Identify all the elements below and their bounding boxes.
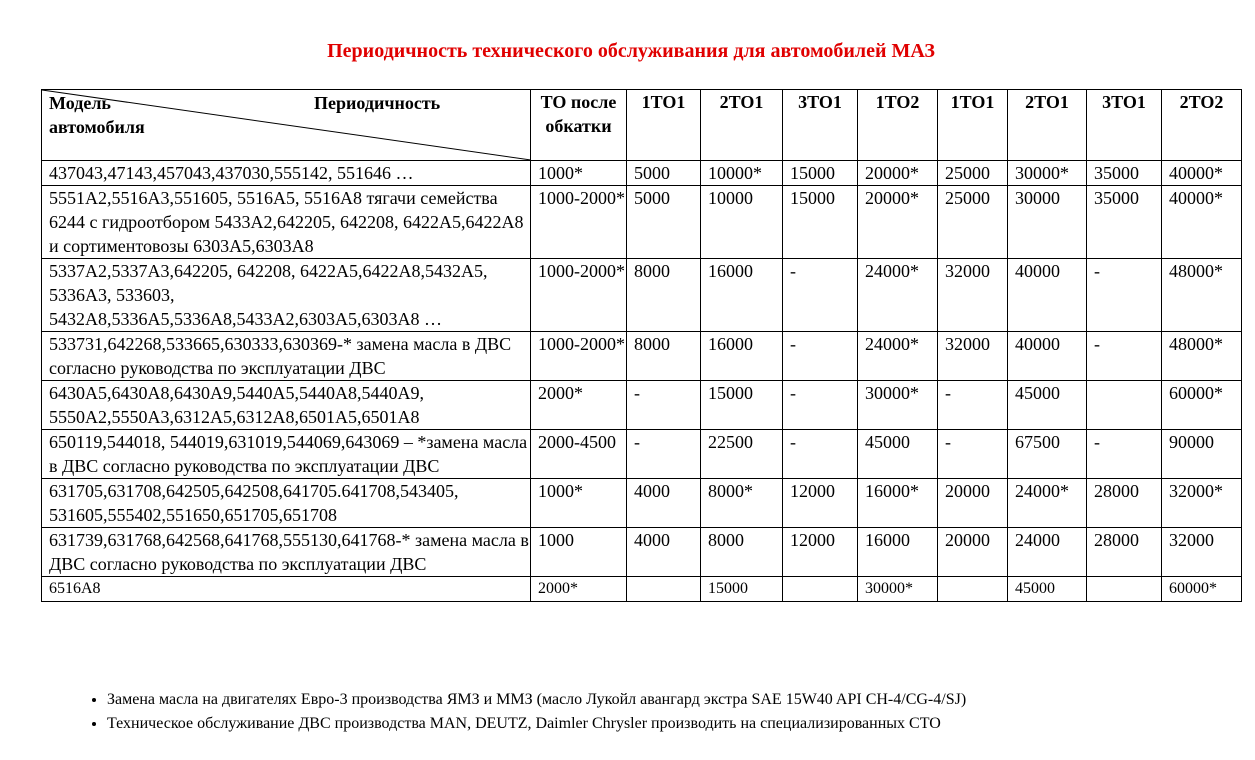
value-cell: [1087, 577, 1162, 602]
model-cell: 437043,47143,457043,437030,555142, 551646 …: [42, 161, 531, 186]
value-cell: 5000: [627, 161, 701, 186]
model-header-line1: Модель: [49, 93, 111, 113]
value-cell: -: [938, 381, 1008, 430]
value-cell: 48000*: [1162, 259, 1242, 332]
table-row: [42, 577, 1242, 602]
model-cell: 650119,544018, 544019,631019,544069,643069 – *замена масла в ДВС согласно руководства по эксплуатации ДВС: [42, 430, 531, 479]
model-cell: 631705,631708,642505,642508,641705.641708,543405, 531605,555402,551650,651705,651708: [42, 479, 531, 528]
column-header: ТО после обкатки: [531, 90, 627, 161]
value-cell: -: [1087, 332, 1162, 381]
column-header: 1ТО2: [858, 90, 938, 161]
notes-list: [62, 688, 966, 736]
value-cell: 15000: [783, 161, 858, 186]
value-cell: 20000: [938, 479, 1008, 528]
value-cell: [1087, 381, 1162, 430]
note-item: • Замена масла на двигателях Евро-3 производства ЯМЗ и ММЗ (масло Лукойл авангард экстра SAE 15W40 API CH-4/CG-4/SJ): [107, 688, 966, 712]
value-cell: 30000: [1008, 186, 1087, 259]
column-header: 1ТО1: [938, 90, 1008, 161]
value-cell: 5000: [627, 186, 701, 259]
note-item: • Техническое обслуживание ДВС производства MAN, DEUTZ, Daimler Chrysler производить на специализированных СТО: [107, 712, 966, 736]
value-cell: 16000*: [858, 479, 938, 528]
value-cell: -: [627, 430, 701, 479]
value-cell: 22500: [701, 430, 783, 479]
value-cell: [783, 577, 858, 602]
value-cell: 16000: [858, 528, 938, 577]
value-cell: 90000: [1162, 430, 1242, 479]
value-cell: 1000-2000*: [531, 186, 627, 259]
value-cell: 8000: [627, 332, 701, 381]
column-header: 1ТО1: [627, 90, 701, 161]
column-header: 3ТО1: [1087, 90, 1162, 161]
value-cell: -: [783, 332, 858, 381]
value-cell: -: [783, 259, 858, 332]
value-cell: 16000: [701, 259, 783, 332]
value-cell: 45000: [858, 430, 938, 479]
value-cell: 1000*: [531, 479, 627, 528]
value-cell: 32000: [938, 259, 1008, 332]
value-cell: 60000*: [1162, 381, 1242, 430]
model-cell: 5551А2,5516А3,551605, 5516А5, 5516А8 тягачи семейства 6244 с гидроотбором 5433А2,642205, 642208, 6422А5,6422А8 и сортиментовозы 6303А5,6303А8: [42, 186, 531, 259]
table-row: [42, 381, 1242, 430]
table-header-row: [42, 90, 1242, 161]
value-cell: 10000: [701, 186, 783, 259]
value-cell: -: [627, 381, 701, 430]
table-row: [42, 528, 1242, 577]
value-cell: 45000: [1008, 381, 1087, 430]
value-cell: 20000: [938, 528, 1008, 577]
value-cell: 2000*: [531, 577, 627, 602]
column-header: 3ТО1: [783, 90, 858, 161]
value-cell: 67500: [1008, 430, 1087, 479]
value-cell: 32000*: [1162, 479, 1242, 528]
value-cell: 1000: [531, 528, 627, 577]
value-cell: 24000*: [858, 332, 938, 381]
value-cell: 28000: [1087, 479, 1162, 528]
model-cell: 5337А2,5337А3,642205, 642208, 6422А5,6422А8,5432А5, 5336А3, 533603, 5432А8,5336А5,5336А8,5433А2,6303А5,6303А8 …: [42, 259, 531, 332]
value-cell: 2000*: [531, 381, 627, 430]
table-row: [42, 161, 1242, 186]
value-cell: 20000*: [858, 186, 938, 259]
periodicity-header: Периодичность: [314, 93, 441, 113]
value-cell: -: [938, 430, 1008, 479]
value-cell: [627, 577, 701, 602]
value-cell: 30000*: [858, 577, 938, 602]
value-cell: 60000*: [1162, 577, 1242, 602]
value-cell: 35000: [1087, 161, 1162, 186]
value-cell: 40000: [1008, 259, 1087, 332]
table-row: [42, 186, 1242, 259]
model-cell: 6430А5,6430А8,6430А9,5440А5,5440А8,5440А9, 5550А2,5550А3,6312А5,6312А8,6501А5,6501А8: [42, 381, 531, 430]
value-cell: 15000: [701, 577, 783, 602]
value-cell: 48000*: [1162, 332, 1242, 381]
value-cell: 40000: [1008, 332, 1087, 381]
column-header: 2ТО1: [701, 90, 783, 161]
model-periodicity-header: [42, 90, 531, 161]
column-header: 2ТО2: [1162, 90, 1242, 161]
maintenance-table: [41, 89, 1242, 602]
value-cell: -: [1087, 430, 1162, 479]
value-cell: 45000: [1008, 577, 1087, 602]
value-cell: 30000*: [858, 381, 938, 430]
value-cell: 24000: [1008, 528, 1087, 577]
value-cell: 1000-2000*: [531, 332, 627, 381]
value-cell: [938, 577, 1008, 602]
value-cell: 16000: [701, 332, 783, 381]
model-cell: 533731,642268,533665,630333,630369-* замена масла в ДВС согласно руководства по эксплуатации ДВС: [42, 332, 531, 381]
model-cell: 6516А8: [42, 577, 531, 602]
value-cell: 32000: [938, 332, 1008, 381]
value-cell: 24000*: [858, 259, 938, 332]
value-cell: 4000: [627, 479, 701, 528]
value-cell: 15000: [701, 381, 783, 430]
value-cell: 40000*: [1162, 186, 1242, 259]
model-header-line2: автомобиля: [49, 117, 145, 137]
value-cell: 4000: [627, 528, 701, 577]
value-cell: 1000*: [531, 161, 627, 186]
value-cell: 32000: [1162, 528, 1242, 577]
value-cell: 40000*: [1162, 161, 1242, 186]
value-cell: 20000*: [858, 161, 938, 186]
value-cell: 1000-2000*: [531, 259, 627, 332]
value-cell: 25000: [938, 161, 1008, 186]
value-cell: 15000: [783, 186, 858, 259]
value-cell: 12000: [783, 479, 858, 528]
value-cell: 12000: [783, 528, 858, 577]
value-cell: 25000: [938, 186, 1008, 259]
value-cell: 30000*: [1008, 161, 1087, 186]
value-cell: 24000*: [1008, 479, 1087, 528]
value-cell: 8000*: [701, 479, 783, 528]
value-cell: -: [783, 381, 858, 430]
value-cell: 35000: [1087, 186, 1162, 259]
table-row: [42, 332, 1242, 381]
column-header: 2ТО1: [1008, 90, 1087, 161]
table-row: [42, 259, 1242, 332]
value-cell: 2000-4500: [531, 430, 627, 479]
value-cell: 10000*: [701, 161, 783, 186]
value-cell: 8000: [627, 259, 701, 332]
value-cell: -: [783, 430, 858, 479]
table-row: [42, 479, 1242, 528]
table-row: [42, 430, 1242, 479]
document-title: Периодичность технического обслуживания для автомобилей МАЗ: [327, 40, 935, 62]
model-cell: 631739,631768,642568,641768,555130,641768-* замена масла в ДВС согласно руководства по эксплуатации ДВС: [42, 528, 531, 577]
value-cell: 8000: [701, 528, 783, 577]
value-cell: -: [1087, 259, 1162, 332]
value-cell: 28000: [1087, 528, 1162, 577]
